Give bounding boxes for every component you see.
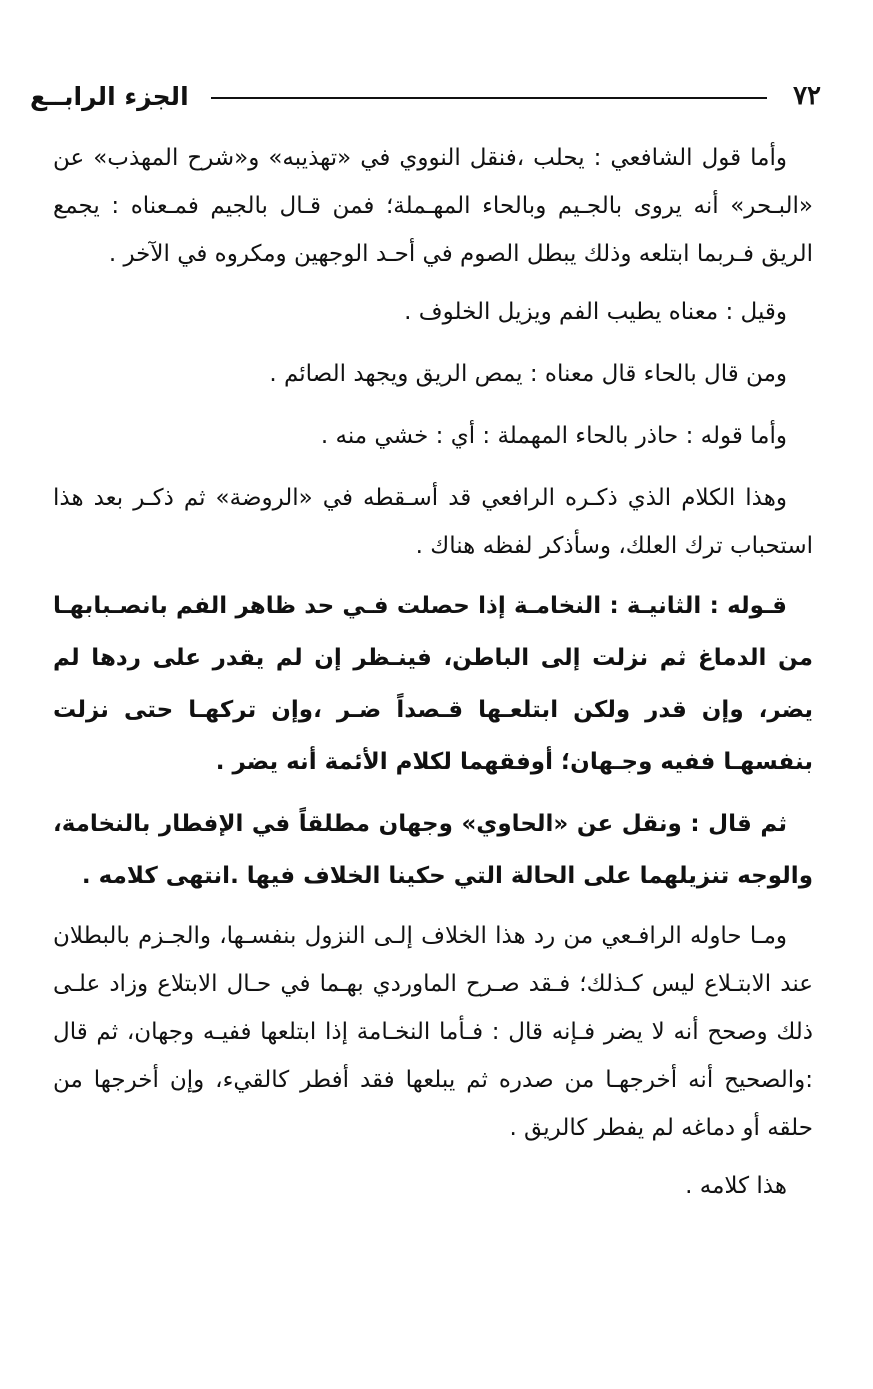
bold-paragraph: ثم قال : ونقل عن «الحاوي» وجهان مطلقاً في الإفطار بالنخامة، والوجه تنزيلهما على الحالة التي حكينا الخلاف فيها .انتهى كلامه .: [53, 811, 813, 889]
paragraph: ومن قال بالحاء قال معناه : يمص الريق ويجهد الصائم .: [269, 361, 787, 387]
closing-line: هذا كلامه .: [685, 1173, 787, 1199]
page-number: ٧٢: [793, 81, 821, 111]
paragraph: ومـا حاوله الرافـعي من رد هذا الخلاف إلـى النزول بنفسـها، والجـزم بالبطلان عند الابتـلاع ليس كـذلك؛ فـقد صـرح الماوردي بهـما في حـال الابتلاع وزاد علـى ذلك وصحح أنه لا يضر فـإنه قال : فـأما النخـامة إذا ابتلعها ففيـه وجهان، ثم قال :والصحيح أنه أخرجهـا من صدره ثم يبلعها فقد أفطر كالقيء، وإن أخرجها من حلقه أو دماغه لم يفطر كالريق .: [53, 923, 813, 1141]
page-header: [30, 74, 821, 118]
page-body: [53, 134, 813, 1224]
paragraph: وأما قول الشافعي : يحلب ،فنقل النووي في «تهذيبه» و«شرح المهذب» عن «البـحر» أنه يروى بالجـيم وبالحاء المهـملة؛ فمن قـال بالجيم فمـعناه : يجمع الريق فـربما ابتلعه وذلك يبطل الصوم في أحـد الوجهين ومكروه في الآخر .: [53, 145, 813, 267]
paragraph: وهذا الكلام الذي ذكـره الرافعي قد أسـقطه في «الروضة» ثم ذكـر بعد هذا استحباب ترك العلك، وسأذكر لفظه هناك .: [53, 485, 813, 559]
paragraph: وأما قوله : حاذر بالحاء المهملة : أي : خشي منه .: [320, 423, 787, 449]
running-title: الجزء الرابــع: [30, 81, 189, 111]
bold-paragraph: قـوله : الثانيـة : النخامـة إذا حصلت فـي حد ظاهر الفم بانصـبابهـا من الدماغ ثم نزلت إلى الباطن، فينـظر إن لم يقدر على ردها لم يضر، وإن قدر ولكن ابتلعـها قـصداً ضـر ،وإن تركهـا حتى نزلت بنفسهـا ففيه وجـهان؛ أوفقهما لكلام الأئمة أنه يضر .: [53, 593, 813, 775]
paragraph: وقيل : معناه يطيب الفم ويزيل الخلوف .: [404, 299, 787, 325]
header-rule: [211, 97, 767, 99]
